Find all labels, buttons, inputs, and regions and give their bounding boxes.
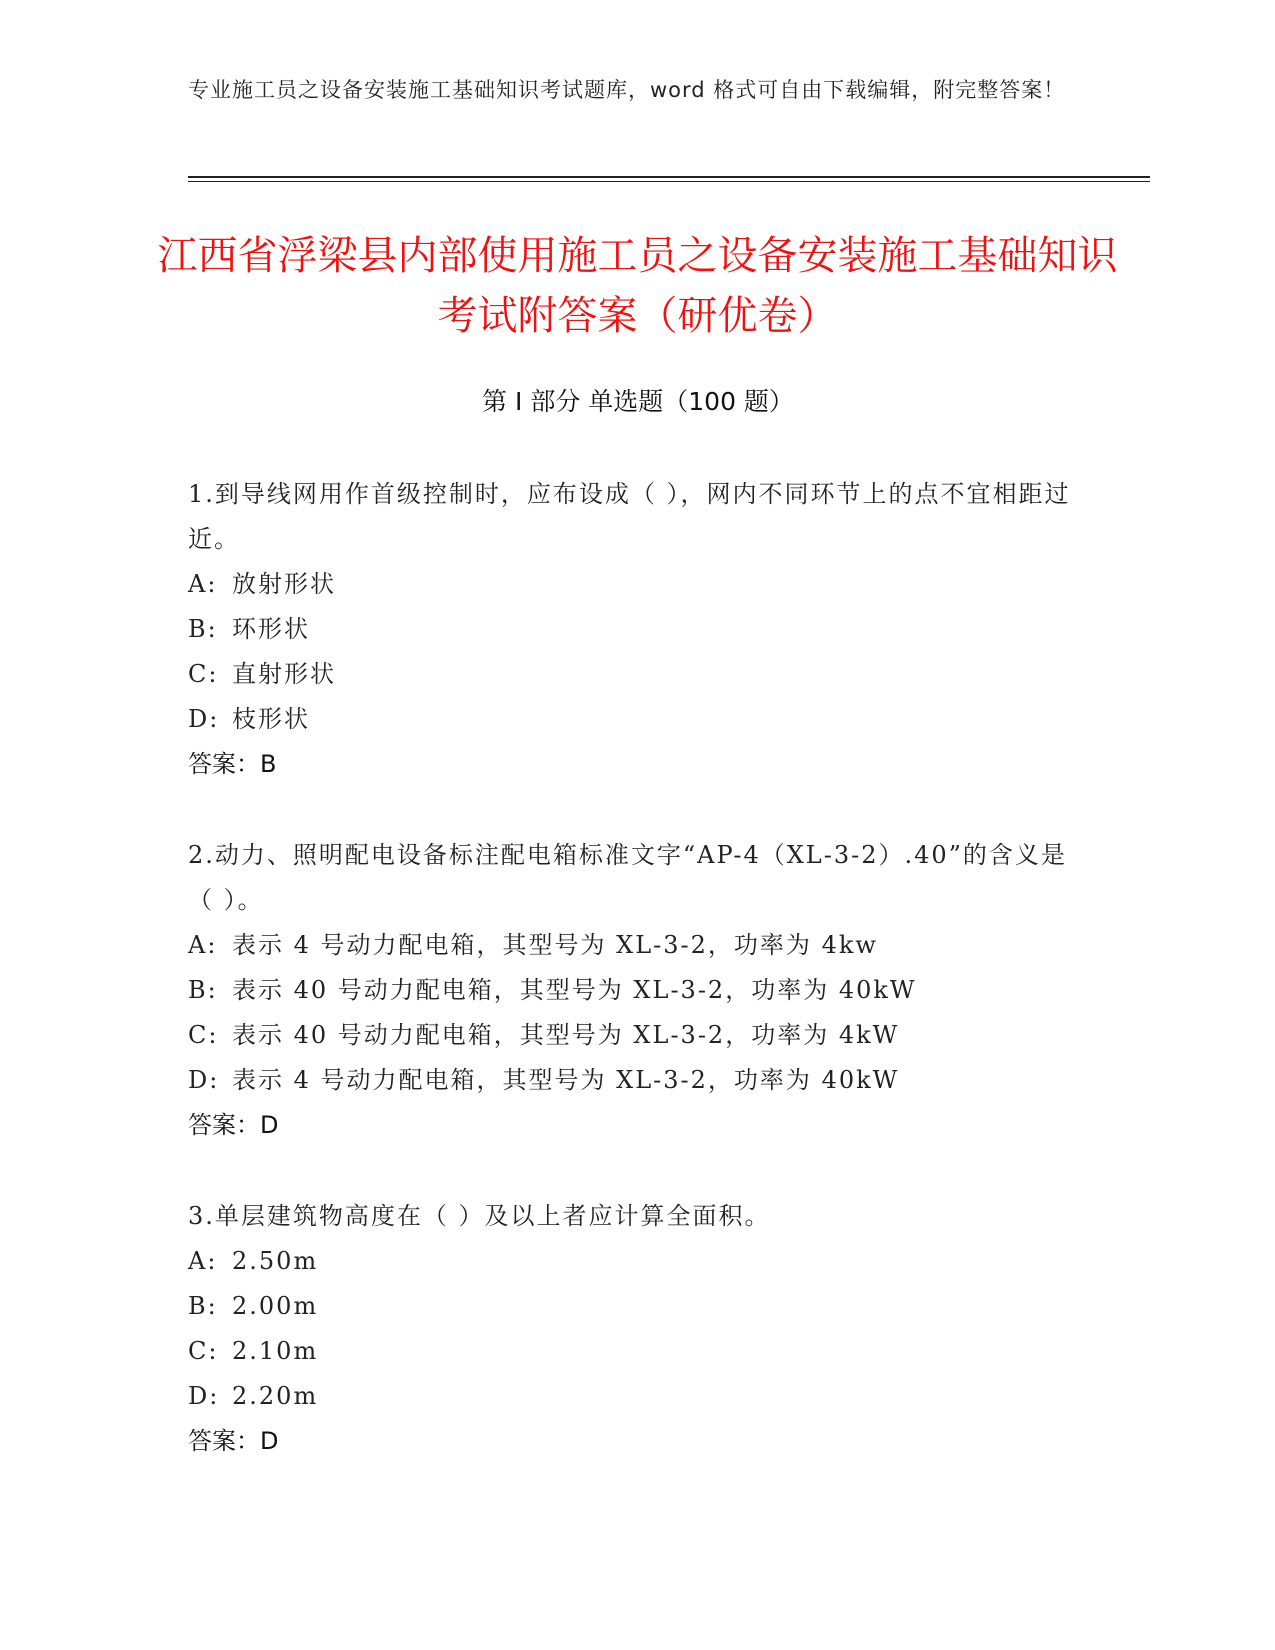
answer-value: D [260, 1111, 279, 1139]
option-text: 表示 4 号动力配电箱，其型号为 XL-3-2，功率为 40kW [232, 1066, 900, 1094]
option-c [188, 652, 1088, 697]
option-text: 枝形状 [232, 705, 310, 733]
option-a [188, 1239, 1088, 1284]
answer-line [188, 742, 1088, 787]
option-text: 表示 40 号动力配电箱，其型号为 XL-3-2，功率为 40kW [232, 976, 917, 1004]
answer-value: B [260, 750, 277, 778]
option-a [188, 923, 1088, 968]
answer-label: 答案： [188, 1111, 260, 1139]
option-text: 2.50m [232, 1247, 319, 1275]
question-stem: 2.动力、照明配电设备标注配电箱标准文字“AP-4（XL-3-2）.40”的含义是（ ）。 [188, 841, 1067, 914]
option-letter: D: [188, 1066, 220, 1094]
section-heading: 第 I 部分 单选题（100 题） [482, 387, 794, 416]
document-title: 江西省浮梁县内部使用施工员之设备安装施工基础知识考试附答案（研优卷） [157, 233, 1118, 339]
answer-label: 答案： [188, 1427, 260, 1455]
option-text: 放射形状 [232, 570, 336, 598]
option-letter: D: [188, 705, 220, 733]
option-text: 2.20m [232, 1382, 319, 1410]
option-b [188, 968, 1088, 1013]
header-divider-thick [188, 176, 1150, 178]
question-list [188, 472, 1088, 1510]
option-text: 环形状 [232, 615, 310, 643]
answer-label: 答案： [188, 750, 260, 778]
header-note: 专业施工员之设备安装施工基础知识考试题库，word 格式可自由下载编辑，附完整答案！ [188, 78, 1066, 102]
option-d [188, 1058, 1088, 1103]
option-a [188, 562, 1088, 607]
option-letter: A: [188, 1247, 218, 1275]
header-divider-thin [188, 181, 1150, 182]
question-2 [188, 833, 1088, 1148]
question-stem: 3.单层建筑物高度在（ ）及以上者应计算全面积。 [188, 1202, 771, 1230]
option-b [188, 1284, 1088, 1329]
option-d [188, 697, 1088, 742]
option-letter: B: [188, 1292, 218, 1320]
option-text: 2.00m [232, 1292, 319, 1320]
option-letter: B: [188, 615, 218, 643]
question-stem: 1.到导线网用作首级控制时，应布设成（ ），网内不同环节上的点不宜相距过近。 [188, 480, 1071, 553]
option-text: 直射形状 [232, 660, 336, 688]
question-1 [188, 472, 1088, 787]
option-b [188, 607, 1088, 652]
option-letter: D: [188, 1382, 220, 1410]
option-text: 2.10m [232, 1337, 319, 1365]
question-3 [188, 1194, 1088, 1464]
option-text: 表示 40 号动力配电箱，其型号为 XL-3-2，功率为 4kW [232, 1021, 900, 1049]
option-letter: C: [188, 660, 219, 688]
option-letter: B: [188, 976, 218, 1004]
answer-line [188, 1103, 1088, 1148]
option-letter: A: [188, 931, 218, 959]
option-d [188, 1374, 1088, 1419]
answer-line [188, 1419, 1088, 1464]
option-c [188, 1329, 1088, 1374]
option-letter: C: [188, 1021, 219, 1049]
option-c [188, 1013, 1088, 1058]
answer-value: D [260, 1427, 279, 1455]
option-letter: C: [188, 1337, 219, 1365]
option-letter: A: [188, 570, 218, 598]
option-text: 表示 4 号动力配电箱，其型号为 XL-3-2，功率为 4kw [232, 931, 878, 959]
